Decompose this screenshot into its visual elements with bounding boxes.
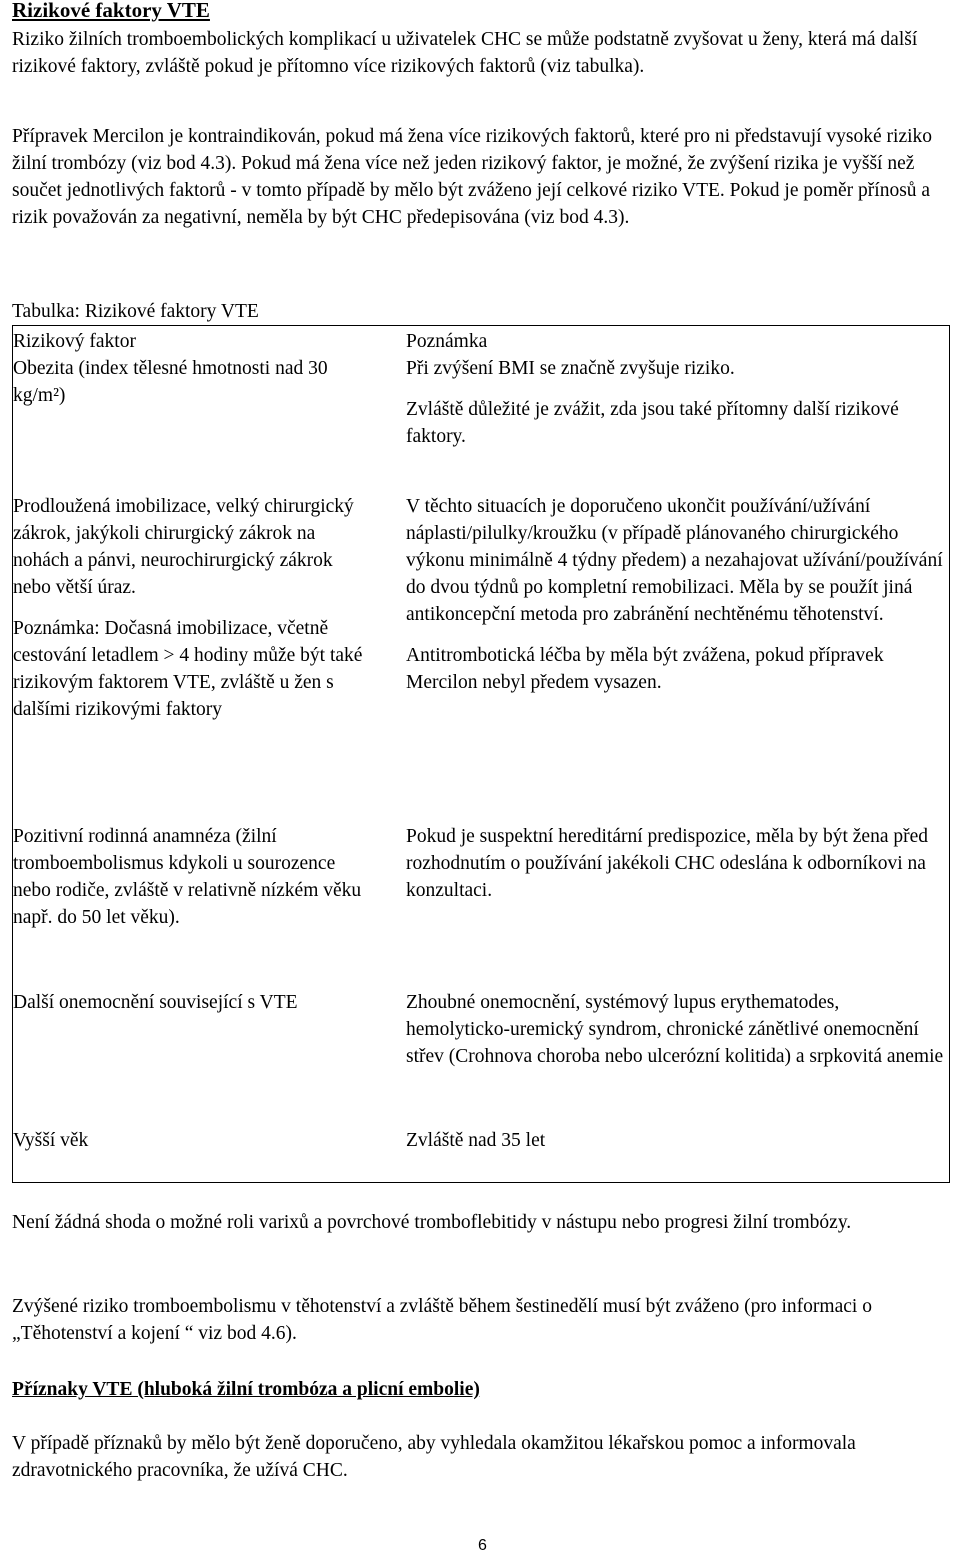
table-cell-text: Obezita (index tělesné hmotnosti nad 30 kg/m²): [13, 358, 328, 406]
table-cell-text: Prodloužená imobilizace, velký chirurgický zákrok, jakýkoli chirurgický zákrok na nohách a pánvi, neurochirurgický zákrok nebo větší úraz.: [13, 496, 354, 598]
table-cell-text: Pozitivní rodinná anamnéza (žilní tromboembolismus kdykoli u sourozence nebo rodiče, zvláště v relativně nízkém věku např. do 50 let věku).: [13, 826, 362, 928]
table-cell-text: Pokud je suspektní hereditární predispozice, měla by být žena před rozhodnutím o používání jakékoli CHC odeslána k odborníkovi na konzultaci.: [406, 826, 929, 901]
table-cell-text: Zvláště důležité je zvážit, zda jsou také přítomny další rizikové faktory.: [406, 399, 899, 447]
table-cell-text: Při zvýšení BMI se značně zvyšuje riziko.: [406, 358, 735, 379]
table-row-1-note: [406, 355, 946, 450]
table-cell-text: Antitrombotická léčba by měla být zvážena, pokud přípravek Mercilon nebyl předem vysazen.: [406, 645, 884, 693]
paragraph-pregnancy: Zvýšené riziko tromboembolismu v těhotenství a zvláště během šestinedělí musí být zváženo (pro informaci o „Těhotenství a kojení “ viz bod 4.6).: [12, 1296, 872, 1344]
paragraph-symptoms-advice: V případě příznaků by mělo být ženě doporučeno, aby vyhledala okamžitou lékařskou pomoc a informovala zdravotnického pracovníka, že užívá CHC.: [12, 1433, 856, 1481]
table-cell-text: Zvláště nad 35 let: [406, 1130, 546, 1151]
table-row-3-note: [406, 823, 946, 904]
table-row-2-factor: [13, 493, 373, 723]
table-row-4-factor: [13, 989, 373, 1016]
table-header-note: Poznámka: [406, 331, 488, 352]
risk-factor-table: [12, 325, 950, 1183]
paragraph-varicose: Není žádná shoda o možné roli varixů a povrchové tromboflebitidy v nástupu nebo progresi žilní trombózy.: [12, 1212, 852, 1233]
table-header-risk-factor: Rizikový faktor: [13, 331, 136, 352]
table-row-5-note: [406, 1127, 946, 1154]
table-row-4-note: [406, 989, 946, 1070]
table-cell-text: Zhoubné onemocnění, systémový lupus erythematodes, hemolyticko-uremický syndrom, chronické zánětlivé onemocnění střev (Crohnova choroba nebo ulcerózní kolitida) a srpkovitá anemie: [406, 992, 944, 1067]
section-title: Rizikové faktory VTE: [12, 0, 210, 22]
paragraph-contraindication: Přípravek Mercilon je kontraindikován, pokud má žena více rizikových faktorů, které pro ni představují vysoké riziko žilní trombózy (viz bod 4.3). Pokud má žena více než jeden rizikový faktor, je možné, že zvýšení rizika je vyšší než součet jednotlivých faktorů - v tomto případě by mělo být zváženo její celkové riziko VTE. Pokud je poměr přínosů a rizik považován za negativní, neměla by být CHC předepisována (viz bod 4.3).: [12, 126, 933, 228]
table-row-2-note: [406, 493, 946, 696]
table-cell-text: V těchto situacích je doporučeno ukončit používání/užívání náplasti/pilulky/kroužku (v případě plánovaného chirurgického výkonu minimálně 4 týdny předem) a nezahajovat užívání/používání do dvou týdnů po kompletní remobilizaci. Měla by se použít jiná antikoncepční metoda pro zabránění nechtěnému těhotenství.: [406, 496, 943, 625]
symptoms-heading: Příznaky VTE (hluboká žilní trombóza a plicní embolie): [12, 1379, 480, 1400]
table-cell-text: Poznámka: Dočasná imobilizace, včetně cestování letadlem > 4 hodiny může být také rizikovým faktorem VTE, zvláště u žen s dalšími rizikovými faktory: [13, 618, 363, 720]
table-caption: Tabulka: Rizikové faktory VTE: [12, 301, 259, 322]
table-row-3-factor: [13, 823, 373, 931]
table-row-5-factor: [13, 1127, 373, 1154]
table-cell-text: Další onemocnění související s VTE: [13, 992, 298, 1013]
table-row-1-factor: [13, 355, 373, 409]
paragraph-risk-intro: Riziko žilních tromboembolických komplikací u uživatelek CHC se může podstatně zvyšovat u ženy, která má další rizikové faktory, zvláště pokud je přítomno více rizikových faktorů (viz tabulka).: [12, 29, 918, 77]
table-cell-text: Vyšší věk: [13, 1130, 89, 1151]
page-number: 6: [478, 1537, 487, 1554]
